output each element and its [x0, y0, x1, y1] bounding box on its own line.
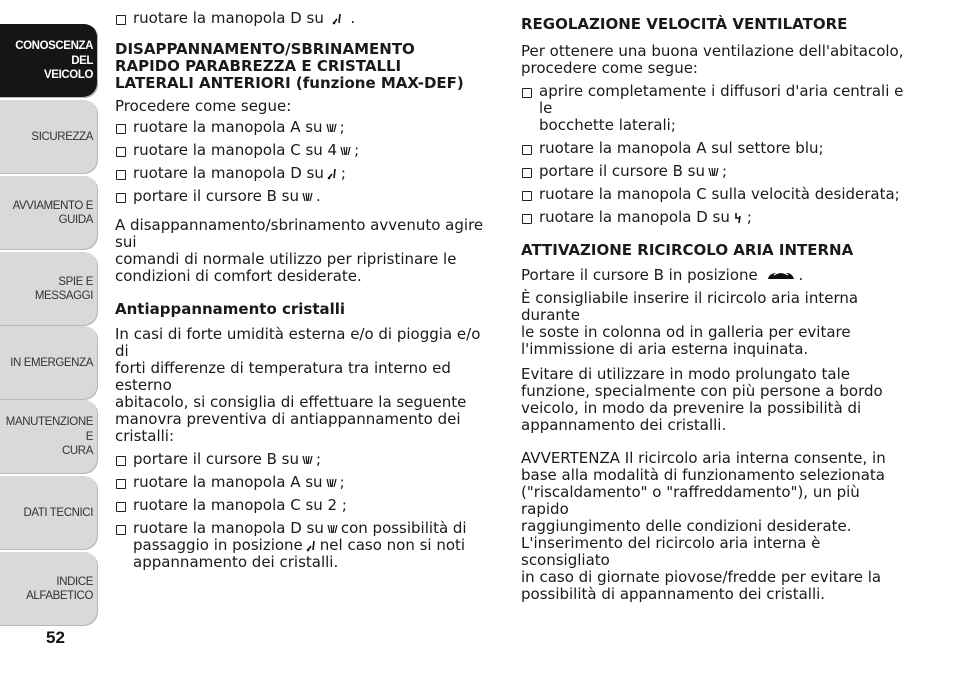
- text-line: L'inserimento del ricircolo aria interna è sconsigliato: [521, 534, 821, 569]
- text-line: base alla modalità di funzionamento selezionata: [521, 466, 885, 484]
- item-text: ruotare la manopola D su: [133, 164, 324, 182]
- text-line: comandi di normale utilizzo per ripristinare le: [115, 250, 457, 268]
- tab-label: INDICE ALFABETICO: [26, 575, 93, 602]
- item-text: nel caso non si noti: [319, 536, 466, 554]
- text-line: Evitare di utilizzare in modo prolungato tale: [521, 365, 850, 383]
- item-text: ruotare la manopola A sul settore blu;: [539, 139, 824, 157]
- list-item: [521, 163, 911, 180]
- section-heading: REGOLAZIONE VELOCITÀ VENTILATORE: [521, 15, 848, 33]
- tab-manutenzione-e-cura[interactable]: [0, 400, 98, 474]
- text-line: condizioni di comfort desiderate.: [115, 267, 362, 285]
- tab-in-emergenza[interactable]: [0, 326, 98, 400]
- paragraph: [115, 326, 493, 445]
- list-item: [115, 10, 493, 27]
- text-line: manovra preventiva di antiappannamento dei cristalli:: [115, 410, 461, 445]
- list-item: [521, 186, 911, 203]
- tab-label: DATI TECNICI: [23, 506, 93, 519]
- page-number: 52: [46, 628, 65, 647]
- intro-text: Procedere come segue:: [115, 97, 292, 115]
- tab-label: IN EMERGENZA: [10, 356, 93, 369]
- item-text: appannamento dei cristalli.: [133, 553, 339, 571]
- text-line: funzione, specialmente con più persone a bordo: [521, 382, 883, 400]
- list-item: [521, 140, 911, 157]
- tab-dati-tecnici[interactable]: [0, 476, 98, 550]
- feet-windshield-icon: [331, 12, 344, 25]
- item-text: aprire completamente i diffusori d'aria centrali e le: [539, 82, 904, 117]
- red-sector-icon: [325, 476, 338, 489]
- tab-label: CONOSCENZA DEL: [15, 40, 93, 67]
- max-fan-icon: [339, 144, 352, 157]
- list-item: [115, 142, 493, 159]
- tab-label: SICUREZZA: [31, 130, 93, 143]
- item-text: ruotare la manopola D su: [133, 9, 324, 27]
- item-text: ruotare la manopola C su 4: [133, 141, 338, 159]
- red-sector-icon: [325, 121, 338, 134]
- list-item: [115, 474, 493, 491]
- text-line: .: [798, 266, 804, 284]
- text-line: È consigliabile inserire il ricircolo aria interna durante: [521, 289, 859, 324]
- list-item: [115, 497, 493, 514]
- item-text: ruotare la manopola A su: [133, 473, 323, 491]
- feet-windshield-icon: [326, 167, 339, 180]
- item-text: portare il cursore B su: [133, 450, 300, 468]
- text-line: raggiungimento delle condizioni desiderate.: [521, 517, 852, 535]
- paragraph: [521, 290, 911, 358]
- list-item: [115, 188, 493, 205]
- item-text: portare il cursore B su: [133, 187, 300, 205]
- tab-conoscenza-del-veicolo[interactable]: [0, 24, 98, 98]
- outside-air-icon: [707, 165, 720, 178]
- item-text: .: [316, 187, 321, 205]
- paragraph: [115, 217, 493, 285]
- item-text: passaggio in posizione: [133, 536, 303, 554]
- text-line: abitacolo, si consiglia di effettuare la seguente: [115, 393, 467, 411]
- tab-label: AVVIAMENTO E: [12, 199, 93, 212]
- text-line: le soste in colonna od in galleria per evitare: [521, 323, 851, 341]
- left-column: [115, 10, 493, 571]
- text-line: AVVERTENZA Il ricircolo aria interna consente, in: [521, 449, 886, 467]
- item-text: ;: [354, 141, 360, 159]
- list-item: [115, 451, 493, 468]
- item-text: portare il cursore B su: [539, 162, 706, 180]
- item-text: ruotare la manopola D su: [539, 208, 730, 226]
- text-line: procedere come segue:: [521, 59, 698, 77]
- tab-sicurezza[interactable]: [0, 100, 98, 174]
- tab-label: CURA: [62, 445, 93, 458]
- warning-paragraph: [521, 450, 911, 603]
- text-line: ("riscaldamento" o "raffreddamento"), un più rapido: [521, 483, 860, 518]
- item-text: ;: [746, 208, 752, 226]
- list-item: [115, 165, 493, 182]
- item-text: ;: [316, 450, 322, 468]
- text-line: veicolo, in modo da prevenire la possibilità di: [521, 399, 862, 417]
- paragraph: [521, 43, 911, 77]
- subheading: Antiappannamento cristalli: [115, 300, 346, 318]
- item-text: ruotare la manopola C su 2 ;: [133, 496, 347, 514]
- item-text: con possibilità di: [340, 519, 467, 537]
- text-line: appannamento dei cristalli.: [521, 416, 727, 434]
- item-text: ;: [339, 473, 345, 491]
- section-heading: [115, 41, 493, 92]
- text-line: Per ottenere una buona ventilazione dell'abitacolo,: [521, 42, 904, 60]
- tab-label: SPIE E MESSAGGI: [34, 275, 93, 302]
- list-item: [521, 209, 911, 226]
- right-column: [521, 10, 911, 603]
- feet-windshield-icon: [305, 539, 318, 552]
- tab-spie-e-messaggi[interactable]: [0, 252, 98, 326]
- list-item: [521, 83, 911, 134]
- text-line: Portare il cursore B in posizione: [521, 266, 758, 284]
- recirculation-car-icon: [765, 269, 797, 282]
- list-item: [115, 520, 493, 571]
- item-text: ruotare la manopola C sulla velocità desiderata;: [539, 185, 900, 203]
- text-line: A disappannamento/sbrinamento avvenuto agire sui: [115, 216, 484, 251]
- heading-line: DISAPPANNAMENTO/SBRINAMENTO: [115, 40, 415, 58]
- list-item: [115, 119, 493, 136]
- item-text: ruotare la manopola A su: [133, 118, 323, 136]
- heading-line: RAPIDO PARABREZZA E CRISTALLI: [115, 57, 402, 75]
- section-heading: ATTIVAZIONE RICIRCOLO ARIA INTERNA: [521, 241, 854, 259]
- item-text: bocchette laterali;: [539, 116, 676, 134]
- text-line: possibilità di appannamento dei cristalli.: [521, 585, 826, 603]
- tab-label: MANUTENZIONE E: [5, 416, 93, 443]
- outside-air-icon: [301, 190, 314, 203]
- heading-line: LATERALI ANTERIORI (funzione MAX-DEF): [115, 74, 464, 92]
- text-line: forti differenze di temperatura tra interno ed esterno: [115, 359, 451, 394]
- chapter-sidebar: [0, 0, 100, 678]
- item-text: ;: [339, 118, 345, 136]
- text-line: In casi di forte umidità esterna e/o di pioggia e/o di: [115, 325, 481, 360]
- windshield-icon: [326, 522, 339, 535]
- outside-air-icon: [301, 453, 314, 466]
- item-text: ruotare la manopola D su: [133, 519, 324, 537]
- face-feet-icon: [732, 211, 745, 224]
- paragraph: [521, 267, 911, 284]
- tab-label: GUIDA: [58, 214, 93, 226]
- text-line: in caso di giornate piovose/fredde per evitare la: [521, 568, 882, 586]
- item-text: ;: [340, 164, 346, 182]
- paragraph: [521, 366, 911, 434]
- text-line: l'immissione di aria esterna inquinata.: [521, 340, 809, 358]
- item-text: .: [350, 9, 356, 27]
- tab-label: VEICOLO: [44, 69, 93, 82]
- tab-indice-alfabetico[interactable]: [0, 552, 98, 626]
- item-text: ;: [722, 162, 728, 180]
- tab-avviamento-e-guida[interactable]: [0, 176, 98, 250]
